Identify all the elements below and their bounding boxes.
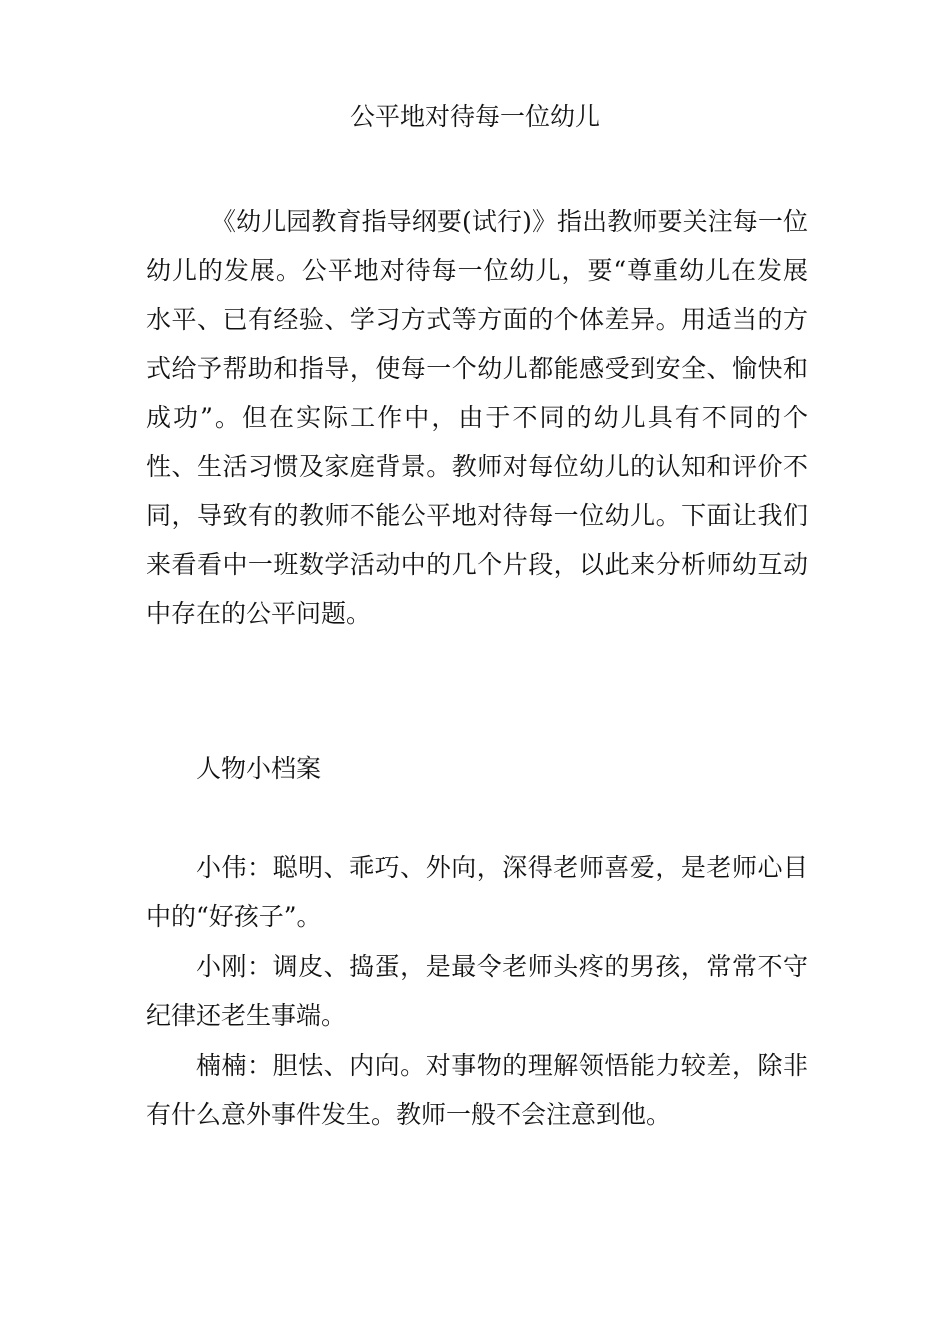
profile-paragraph-xiaogang: 小刚：调皮、捣蛋，是最令老师头疼的男孩，常常不守纪律还老生事端。 [146,952,808,1030]
intro-paragraph: 《幼儿园教育指导纲要(试行)》指出教师要关注每一位幼儿的发展。公平地对待每一位幼儿，要“尊重幼儿在发展水平、已有经验、学习方式等方面的个体差异。用适当的方式给予帮助和指导，使每一个幼儿都能感受到安全、愉快和成功”。但在实际工作中，由于不同的幼儿具有不同的个性、生活习惯及家庭背景。教师对每位幼儿的认知和评价不同，导致有的教师不能公平地对待每一位幼儿。下面让我们来看看中一班数学活动中的几个片段，以此来分析师幼互动中存在的公平问题。 [146,207,808,628]
section-heading: 人物小档案 [196,754,322,783]
profile-paragraph-xiaowei: 小伟：聪明、乖巧、外向，深得老师喜爱，是老师心目中的“好孩子”。 [146,853,808,931]
profile-paragraph-nannan: 楠楠：胆怯、内向。对事物的理解领悟能力较差，除非有什么意外事件发生。教师一般不会注意到他。 [146,1051,808,1129]
document-title: 公平地对待每一位幼儿 [349,102,600,131]
